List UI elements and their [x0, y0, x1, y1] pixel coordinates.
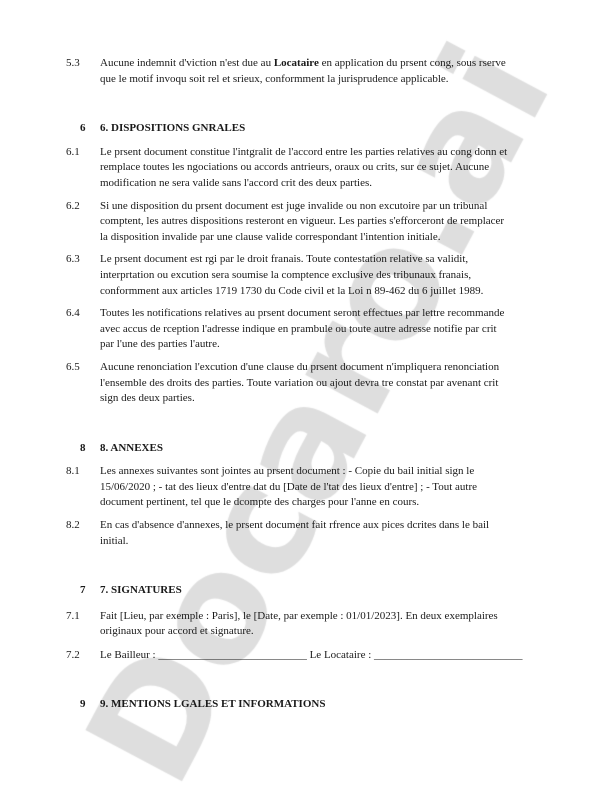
- clause-number: 6.3: [66, 253, 80, 266]
- section-title: 7. SIGNATURES: [100, 584, 182, 597]
- clause-7-2-signature-lines: [0, 648, 612, 664]
- clause-7-1: [0, 609, 612, 640]
- clause-number: 5.3: [66, 57, 80, 69]
- clause-number: 6.2: [66, 199, 80, 212]
- document-page: [0, 56, 612, 712]
- clause-6-1: [0, 145, 612, 192]
- clause-text-part: Aucune indemnit d'viction n'est due au: [100, 57, 274, 69]
- clause-6-4: [0, 306, 612, 353]
- clause-text: Le prsent document constitue l'intgralit de l'accord entre les parties relatives au cong donn et remplace toutes les ngociations ou accords antrieurs, oraux ou crits, sur ce sujet. Aucune modification ne sera valide sans l'accord crit des deux parties.: [100, 145, 508, 189]
- clause-text: Fait [Lieu, par exemple : Paris], le [Date, par exemple : 01/01/2023]. En deux exemplaires originaux pour accord et signature.: [100, 609, 498, 638]
- clause-number: 6.5: [66, 360, 80, 373]
- clause-6-3: [0, 252, 612, 299]
- clause-number: 6.1: [66, 145, 80, 158]
- clause-text: Le Bailleur : ___________________________ Le Locataire : ___________________________: [100, 649, 523, 662]
- clause-8-1: [0, 464, 612, 511]
- clause-text: [100, 56, 590, 87]
- clause-text: Les annexes suivantes sont jointes au prsent document : - Copie du bail initial sign le 15/06/2020 ; - tat des lieux d'entre dat du [Date de l'tat des lieux d'entre] ; - Tout autre document pertinent, tel que le dcompte des charges pour l'anne en cours.: [100, 465, 478, 509]
- clause-text-part: en application du prsent cong, sous rserve que le motif invoqu soit rel et srieux, conformment la jurisprudence applicable.: [100, 57, 506, 85]
- bold-term: Locataire: [273, 57, 319, 69]
- section-number: 6: [80, 122, 86, 135]
- clause-number: 8.2: [66, 519, 80, 532]
- clause-text: Le prsent document est rgi par le droit franais. Toute contestation relative sa validit, interprtation ou excution sera soumise la comptence exclusive des tribunaux franais, conformment aux articles 1719 1730 du Code civil et la Loi n 89-462 du 6 juillet 1989.: [100, 253, 484, 297]
- clause-number: 7.2: [66, 649, 80, 662]
- section-title: 6. DISPOSITIONS GNRALES: [100, 122, 246, 135]
- section-number: 9: [80, 697, 86, 710]
- section-heading-6: [0, 121, 612, 137]
- clause-8-2: [0, 518, 612, 549]
- section-heading-7: [0, 583, 612, 599]
- clause-number: 8.1: [66, 465, 80, 478]
- section-title: 9. MENTIONS LGALES ET INFORMATIONS: [100, 697, 326, 710]
- clause-text: Toutes les notifications relatives au prsent document seront effectues par lettre recommande avec accus de rception l'adresse indique en prambule ou toute autre adresse notifie par crit par l'une des parties l'autre.: [100, 307, 505, 351]
- clause-text: En cas d'absence d'annexes, le prsent document fait rfrence aux pices dcrites dans le bail initial.: [100, 519, 490, 547]
- clause-text: Si une disposition du prsent document est juge invalide ou non excutoire par un tribunal comptent, les autres dispositions resteront en vigueur. Les parties s'efforceront de remplacer la disposition invalide par une clause valide correspondant l'intention initiale.: [100, 199, 505, 243]
- clause-text: Aucune renonciation l'excution d'une clause du prsent document n'impliquera renonciation l'ensemble des droits des parties. Toute variation ou ajout devra tre constat par avenant crit sign des deux parties.: [100, 360, 500, 405]
- section-number: 8: [80, 441, 86, 454]
- section-heading-8: [0, 441, 612, 457]
- clause-number: 6.4: [66, 307, 80, 320]
- section-heading-9: [0, 697, 612, 713]
- clause-6-5: [0, 360, 612, 407]
- section-number: 7: [80, 584, 86, 597]
- section-title: 8. ANNEXES: [100, 441, 163, 454]
- clause-6-2: [0, 199, 612, 246]
- clause-5-3: [0, 56, 612, 87]
- clause-number: 7.1: [66, 609, 80, 622]
